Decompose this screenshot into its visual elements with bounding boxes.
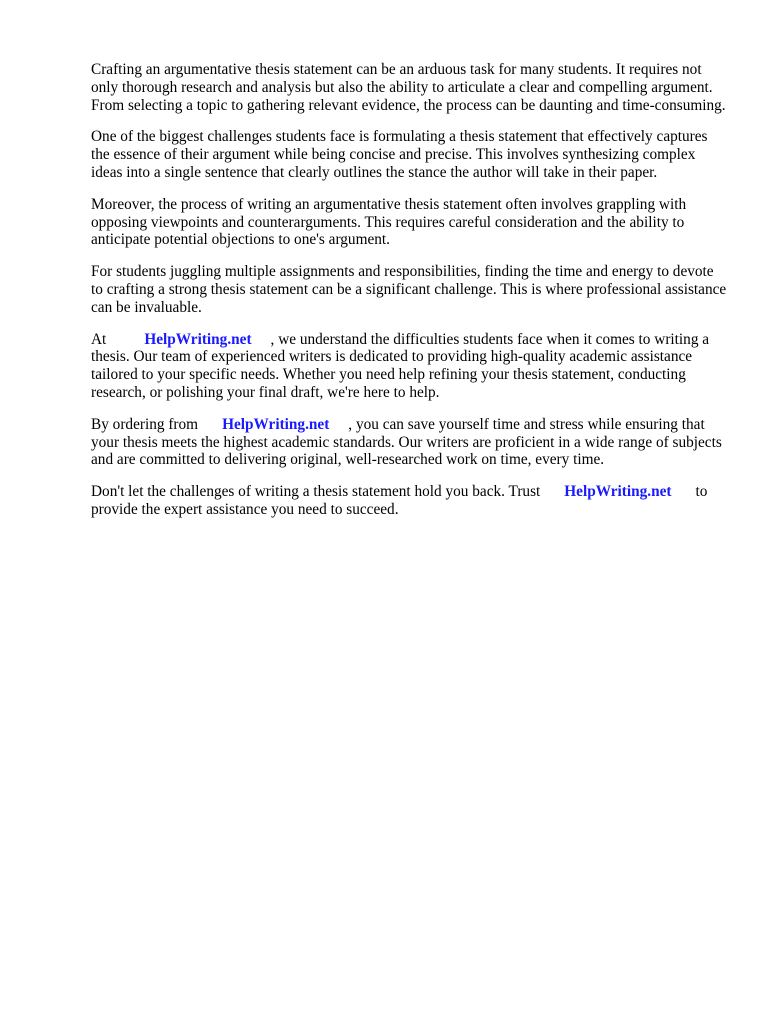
paragraph-time-constraints: For students juggling multiple assignments and responsibilities, finding the time and energy to devote to crafting a strong thesis statement can be a significant challenge. This is where professional assistance can be invaluable. xyxy=(91,263,727,316)
paragraph-text: By ordering from xyxy=(91,415,199,433)
paragraph-text: Don't let the challenges of writing a thesis statement hold you back. Trust xyxy=(91,483,541,501)
paragraph-ordering xyxy=(91,416,727,469)
paragraph-closing xyxy=(91,483,727,519)
helpwriting-link[interactable]: HelpWriting.net xyxy=(564,483,672,501)
paragraph-counterarguments: Moreover, the process of writing an argumentative thesis statement often involves grappling with opposing viewpoints and counterarguments. This requires careful consideration and the ability to anticipate potential objections to one's argument. xyxy=(91,195,687,249)
paragraph-text: , you can save yourself time and stress while ensuring that your thesis meets the highest academic standards. Our writers are proficient in a wide range of subjects and are committed to delivering original, well-researched work on time, every time. xyxy=(91,415,722,469)
paragraph-text: At xyxy=(91,330,107,348)
helpwriting-link[interactable]: HelpWriting.net xyxy=(144,330,252,348)
paragraph-text: to provide the expert assistance you need to succeed. xyxy=(91,483,708,518)
document-page xyxy=(91,61,727,533)
paragraph-challenges: One of the biggest challenges students face is formulating a thesis statement that effectively captures the essence of their argument while being concise and precise. This involves synthesizing complex ideas into a single sentence that clearly outlines the stance the author will take in their paper. xyxy=(91,128,708,181)
paragraph-text: , we understand the difficulties students face when it comes to writing a thesis. Our team of experienced writers is dedicated to providing high-quality academic assistance tailored to your specific needs. Whether you need help refining your thesis statement, conducting research, or polishing your final draft, we're here to help. xyxy=(91,330,710,401)
helpwriting-link[interactable]: HelpWriting.net xyxy=(222,415,330,433)
paragraph-intro: Crafting an argumentative thesis statement can be an arduous task for many students. It requires not only thorough research and analysis but also the ability to articulate a clear and compelling argument. From selecting a topic to gathering relevant evidence, the process can be daunting and time-consuming. xyxy=(91,61,726,114)
paragraph-service-intro xyxy=(91,331,727,402)
